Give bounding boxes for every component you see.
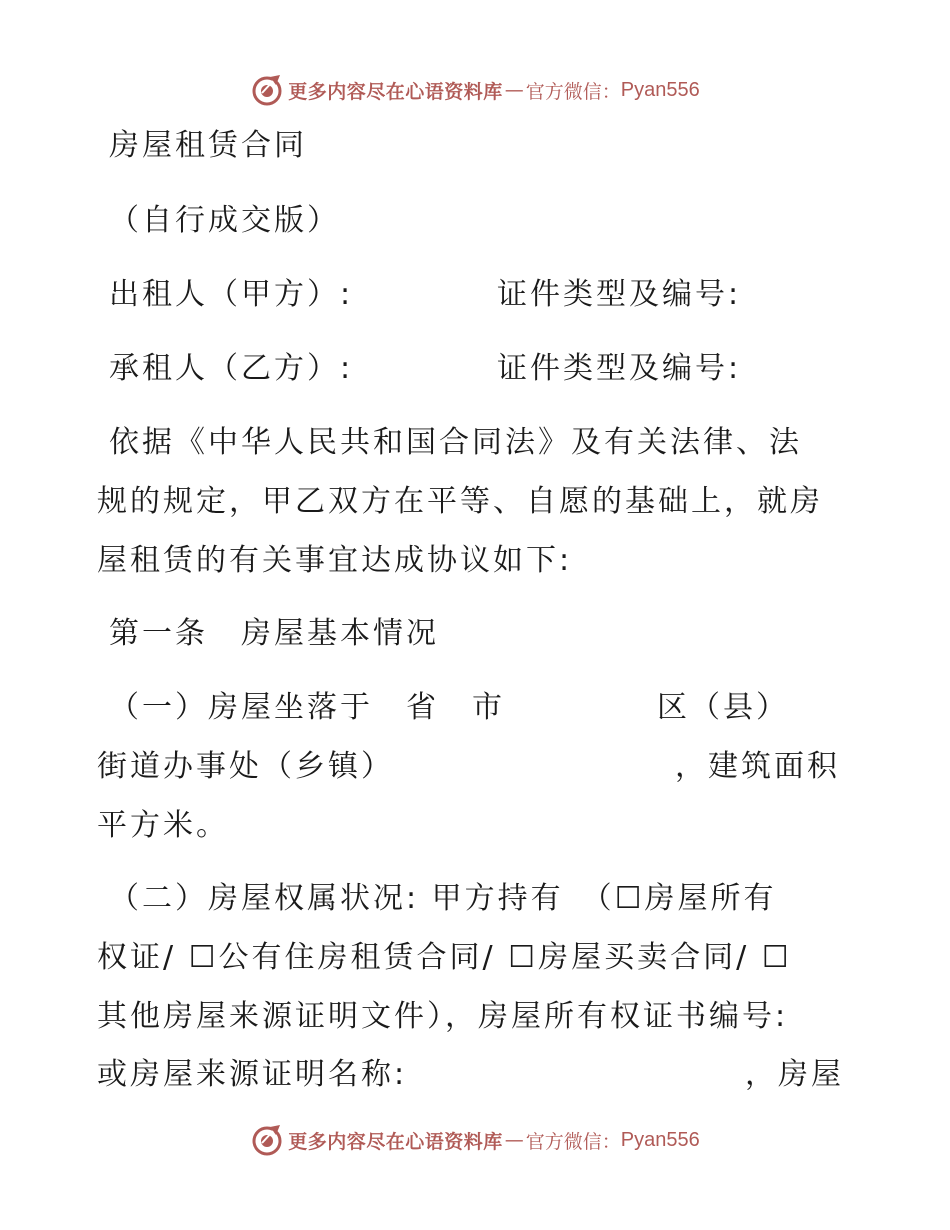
lessee-label: 承租人（乙方）: bbox=[109, 351, 354, 386]
article-1-heading: 第一条 房屋基本情况 bbox=[109, 616, 439, 651]
preamble-line-1: 依据《中华人民共和国合同法》及有关法律、法 bbox=[109, 425, 802, 460]
item-2-line-3: 其他房屋来源证明文件），房屋所有权证书编号: bbox=[97, 999, 789, 1034]
preamble-line-3: 屋租赁的有关事宜达成协议如下: bbox=[97, 543, 573, 578]
watermark-dash: — bbox=[504, 79, 524, 101]
watermark-text: 更多内容尽在心语资料库 bbox=[288, 1130, 503, 1153]
watermark-dash: — bbox=[504, 1129, 524, 1151]
lessee-row bbox=[109, 349, 849, 389]
item-1-location-text: （一）房屋坐落于 省 市 bbox=[109, 690, 505, 725]
item-1-district-text: 区（县） bbox=[657, 690, 789, 725]
item-1-line-2 bbox=[97, 747, 847, 787]
lessor-id-label: 证件类型及编号: bbox=[497, 277, 742, 312]
item-2-source-name-text: 或房屋来源证明名称: bbox=[97, 1057, 408, 1092]
watermark-wechat-label: 官方微信： bbox=[525, 1130, 621, 1153]
contract-subtitle: （自行成交版） bbox=[109, 203, 340, 238]
item-2-line-2: 权证/ ☐公有住房租赁合同/ ☐房屋买卖合同/ ☐ bbox=[97, 940, 792, 975]
watermark-wechat-id: Pyan556 bbox=[620, 1128, 700, 1151]
lessor-row bbox=[109, 275, 849, 315]
watermark-wechat-id: Pyan556 bbox=[620, 78, 700, 101]
item-2-house-text: ，房屋 bbox=[745, 1057, 844, 1092]
watermark-row-footer bbox=[250, 1123, 700, 1157]
item-1-street-text: 街道办事处（乡镇） bbox=[97, 749, 394, 784]
watermark-text: 更多内容尽在心语资料库 bbox=[288, 80, 503, 103]
item-2-line-1: （二）房屋权属状况: 甲方持有 （☐房屋所有 bbox=[109, 881, 777, 916]
item-2-line-4 bbox=[97, 1055, 847, 1095]
footer-watermark-banner bbox=[0, 1120, 950, 1160]
logo-icon bbox=[250, 73, 284, 107]
header-watermark-banner bbox=[0, 70, 950, 110]
lessor-label: 出租人（甲方）: bbox=[109, 277, 354, 312]
item-1-line-1 bbox=[109, 688, 849, 728]
item-1-area-text: ，建筑面积 bbox=[675, 749, 840, 784]
logo-icon bbox=[250, 1123, 284, 1157]
watermark-wechat-label: 官方微信： bbox=[525, 80, 621, 103]
lessee-id-label: 证件类型及编号: bbox=[497, 351, 742, 386]
contract-title: 房屋租赁合同 bbox=[109, 128, 307, 163]
watermark-row bbox=[250, 73, 700, 107]
preamble-line-2: 规的规定，甲乙双方在平等、自愿的基础上，就房 bbox=[97, 484, 823, 519]
item-1-line-3: 平方米。 bbox=[97, 808, 229, 843]
